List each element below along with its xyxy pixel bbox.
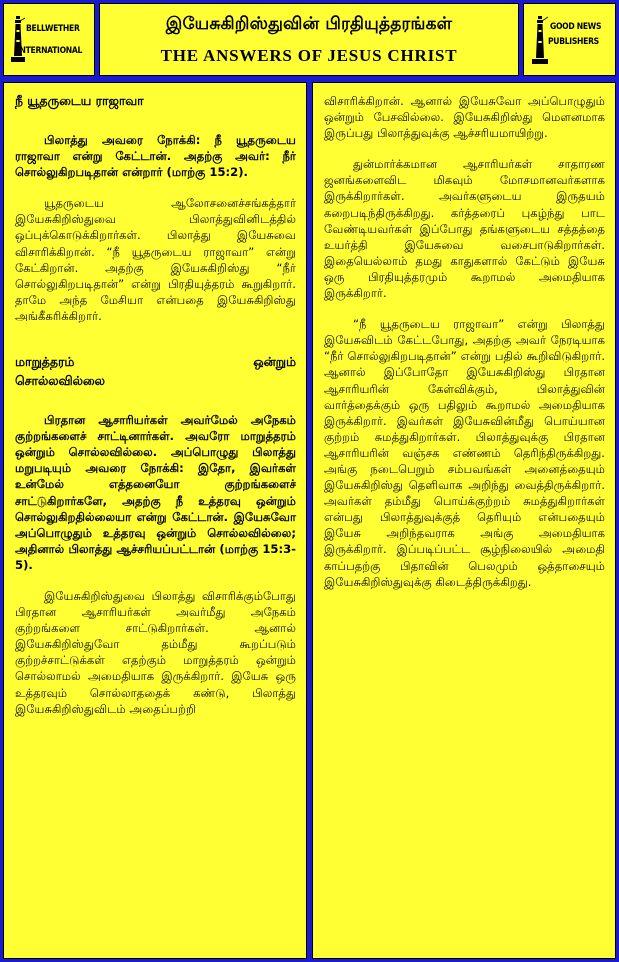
lighthouse-icon xyxy=(532,16,548,64)
page-title-tamil: இயேசுகிறிஸ்துவின் பிரதியுத்தரங்கள் xyxy=(165,14,453,34)
page-header xyxy=(99,3,519,76)
body-paragraph: துன்மார்க்கமான ஆசாரியர்கள் சாதாரண ஜனங்களைவிட மிகவும் மோசமானவர்களாக இருக்கிறார்கள். அவர்களுடைய இருதயம் கறைபடிந்திருக்கிறது. கர்த்தரைப் புகழ்ந்து பாட வேண்டியவர்கள் இப்போது தங்களுடைய சத்தத்தை உயர்த்தி இயேசுவை வசைபாடுகிறார்கள். இதையெல்லாம் தமது காதுகளால் கேட்டும் இயேசு ஒரு பிரதியுத்தரமும் கூறாமல் அமைதியாக இருக்கிறார். xyxy=(324,157,605,301)
scripture-quote: பிலாத்து அவரை நோக்கி: நீ யூதருடைய ராஜாவா என்று கேட்டான். அதற்கு அவர்: நீர் சொல்லுகிறபடிதான் என்றார் (மாற்கு 15:2). xyxy=(15,133,296,180)
scripture-quote: பிரதான ஆசாரியர்கள் அவர்மேல் அநேகம் குற்றங்களைச் சாட்டினார்கள். அவரோ மாறுத்தரம் ஒன்றும் சொல்லவில்லை. அப்பொழுது பிலாத்து மறுபடியும் அவரை நோக்கி: இதோ, இவர்கள் உன்மேல் எத்தனையோ குற்றங்களைச் சாட்டுகிறார்களே, அதற்கு நீ உத்தரவு ஒன்றும் சொல்லுகிறதில்லையா என்று கேட்டான். இயேசுவோ அப்பொழுதும் உத்தரவு ஒன்றும் சொல்லவில்லை; அதினால் பிலாத்து ஆச்சரியப்பட்டான் (மாற்கு 15:3-5). xyxy=(15,413,296,572)
page-title-english: THE ANSWERS OF JESUS CHRIST xyxy=(160,46,458,65)
body-paragraph: “நீ யூதருடைய ராஜாவா” என்று பிலாத்து இயேசுவிடம் கேட்டபோது, அதற்கு அவர் நேரடியாக “நீர் சொல்லுகிறபடிதான்” என்று பதில் கூறிவிடுகிறார். ஆனால் இப்போதோ இயேசுகிறிஸ்து பிரதான ஆசாரியரின் கேள்விக்கும், பிலாத்துவின் வார்த்தைக்கும் ஒரு பதிலும் கூறாமல் அமைதியாக இருக்கிறார். இவர்கள் இயேசுவின்மீது பொய்யான குற்றம் சுமத்துகிறார்கள். பிலாத்துவுக்கு பிரதான ஆசாரியரின் வஞ்சக எண்ணம் தெரிந்திருக்கிறது. அங்கு நடைபெறும் சம்பவங்கள் அனைத்தையும் இயேசுகிறிஸ்து தெளிவாக அறிந்து வைத்திருக்கிறார். அவர்கள் தம்மீது பொய்க்குற்றம் சுமத்துகிறார்கள் என்பது பிலாத்துவுக்குத் தெரியும் என்பதையும் இயேசு அறிந்தவராக அங்கு அமைதியாக இருக்கிறார். இப்படிப்பட்ட சூழ்நிலையில் அமைதி காப்பதற்கு பிதாவின் பெலமும் ஒத்தாசையும் இயேசுகிறிஸ்துவுக்கு கிடைத்திருக்கிறது. xyxy=(324,317,605,589)
body-paragraph: இயேசுகிறிஸ்துவை பிலாத்து விசாரிக்கும்போது பிரதான ஆசாரியர்கள் அவர்மீது அநேகம் குற்றங்களை சாட்டுகிறார்கள். ஆனால் இயேசுகிறிஸ்துவோ தம்மீது கூறப்படும் குற்றச்சாட்டுக்கள் எதற்கும் மாறுத்தரம் ஒன்றும் சொல்லாமல் அமைதியாக இருக்கிறார். இயேசு ஒரு உத்தரவும் சொல்லாததைக் கண்டு, பிலாத்து இயேசுகிறிஸ்துவிடம் அதைப்பற்றி xyxy=(15,588,296,716)
logo-left-line2: INTERNATIONAL xyxy=(17,46,83,56)
logo-right-line2: PUBLISHERS xyxy=(548,37,599,47)
body-paragraph: யூதருடைய ஆலோசனைச்சங்கத்தார் இயேசுகிறிஸ்துவை பிலாத்துவினிடத்தில் ஒப்புக்கொடுக்கிறார்கள். பிலாத்து இயேசுவை விசாரிக்கிறான். “நீ யூதருடைய ராஜாவா” என்று கேட்கிறான். அதற்கு இயேசுகிறிஸ்து “நீர் சொல்லுகிறபடிதான்” என்று பிரதியுத்தரம் கூறுகிறார். தாமே அந்த மேசியா என்பதை இயேசுகிறிஸ்து அங்கீகரிக்கிறார். xyxy=(15,196,296,323)
good-news-logo xyxy=(523,3,616,76)
bellwether-logo xyxy=(3,3,95,76)
logo-right-line1: GOOD NEWS xyxy=(550,22,602,32)
body-paragraph: விசாரிக்கிறான். ஆனால் இயேசுவோ அப்பொழுதும் ஒன்றும் பேசவில்லை. இயேசுகிறிஸ்து மௌனமாக இருப்பது பிலாத்துவுக்கு ஆச்சரியமாயிற்று. xyxy=(324,94,605,141)
section-heading: நீ யூதருடைய ராஜாவா xyxy=(15,93,144,108)
article-column-right xyxy=(312,82,616,959)
section-heading: மாறுத்தரம் ஒன்றும் சொல்லவில்லை xyxy=(15,354,296,389)
article-column-left xyxy=(3,82,307,959)
logo-left-line1: BELLWETHER xyxy=(26,24,80,34)
